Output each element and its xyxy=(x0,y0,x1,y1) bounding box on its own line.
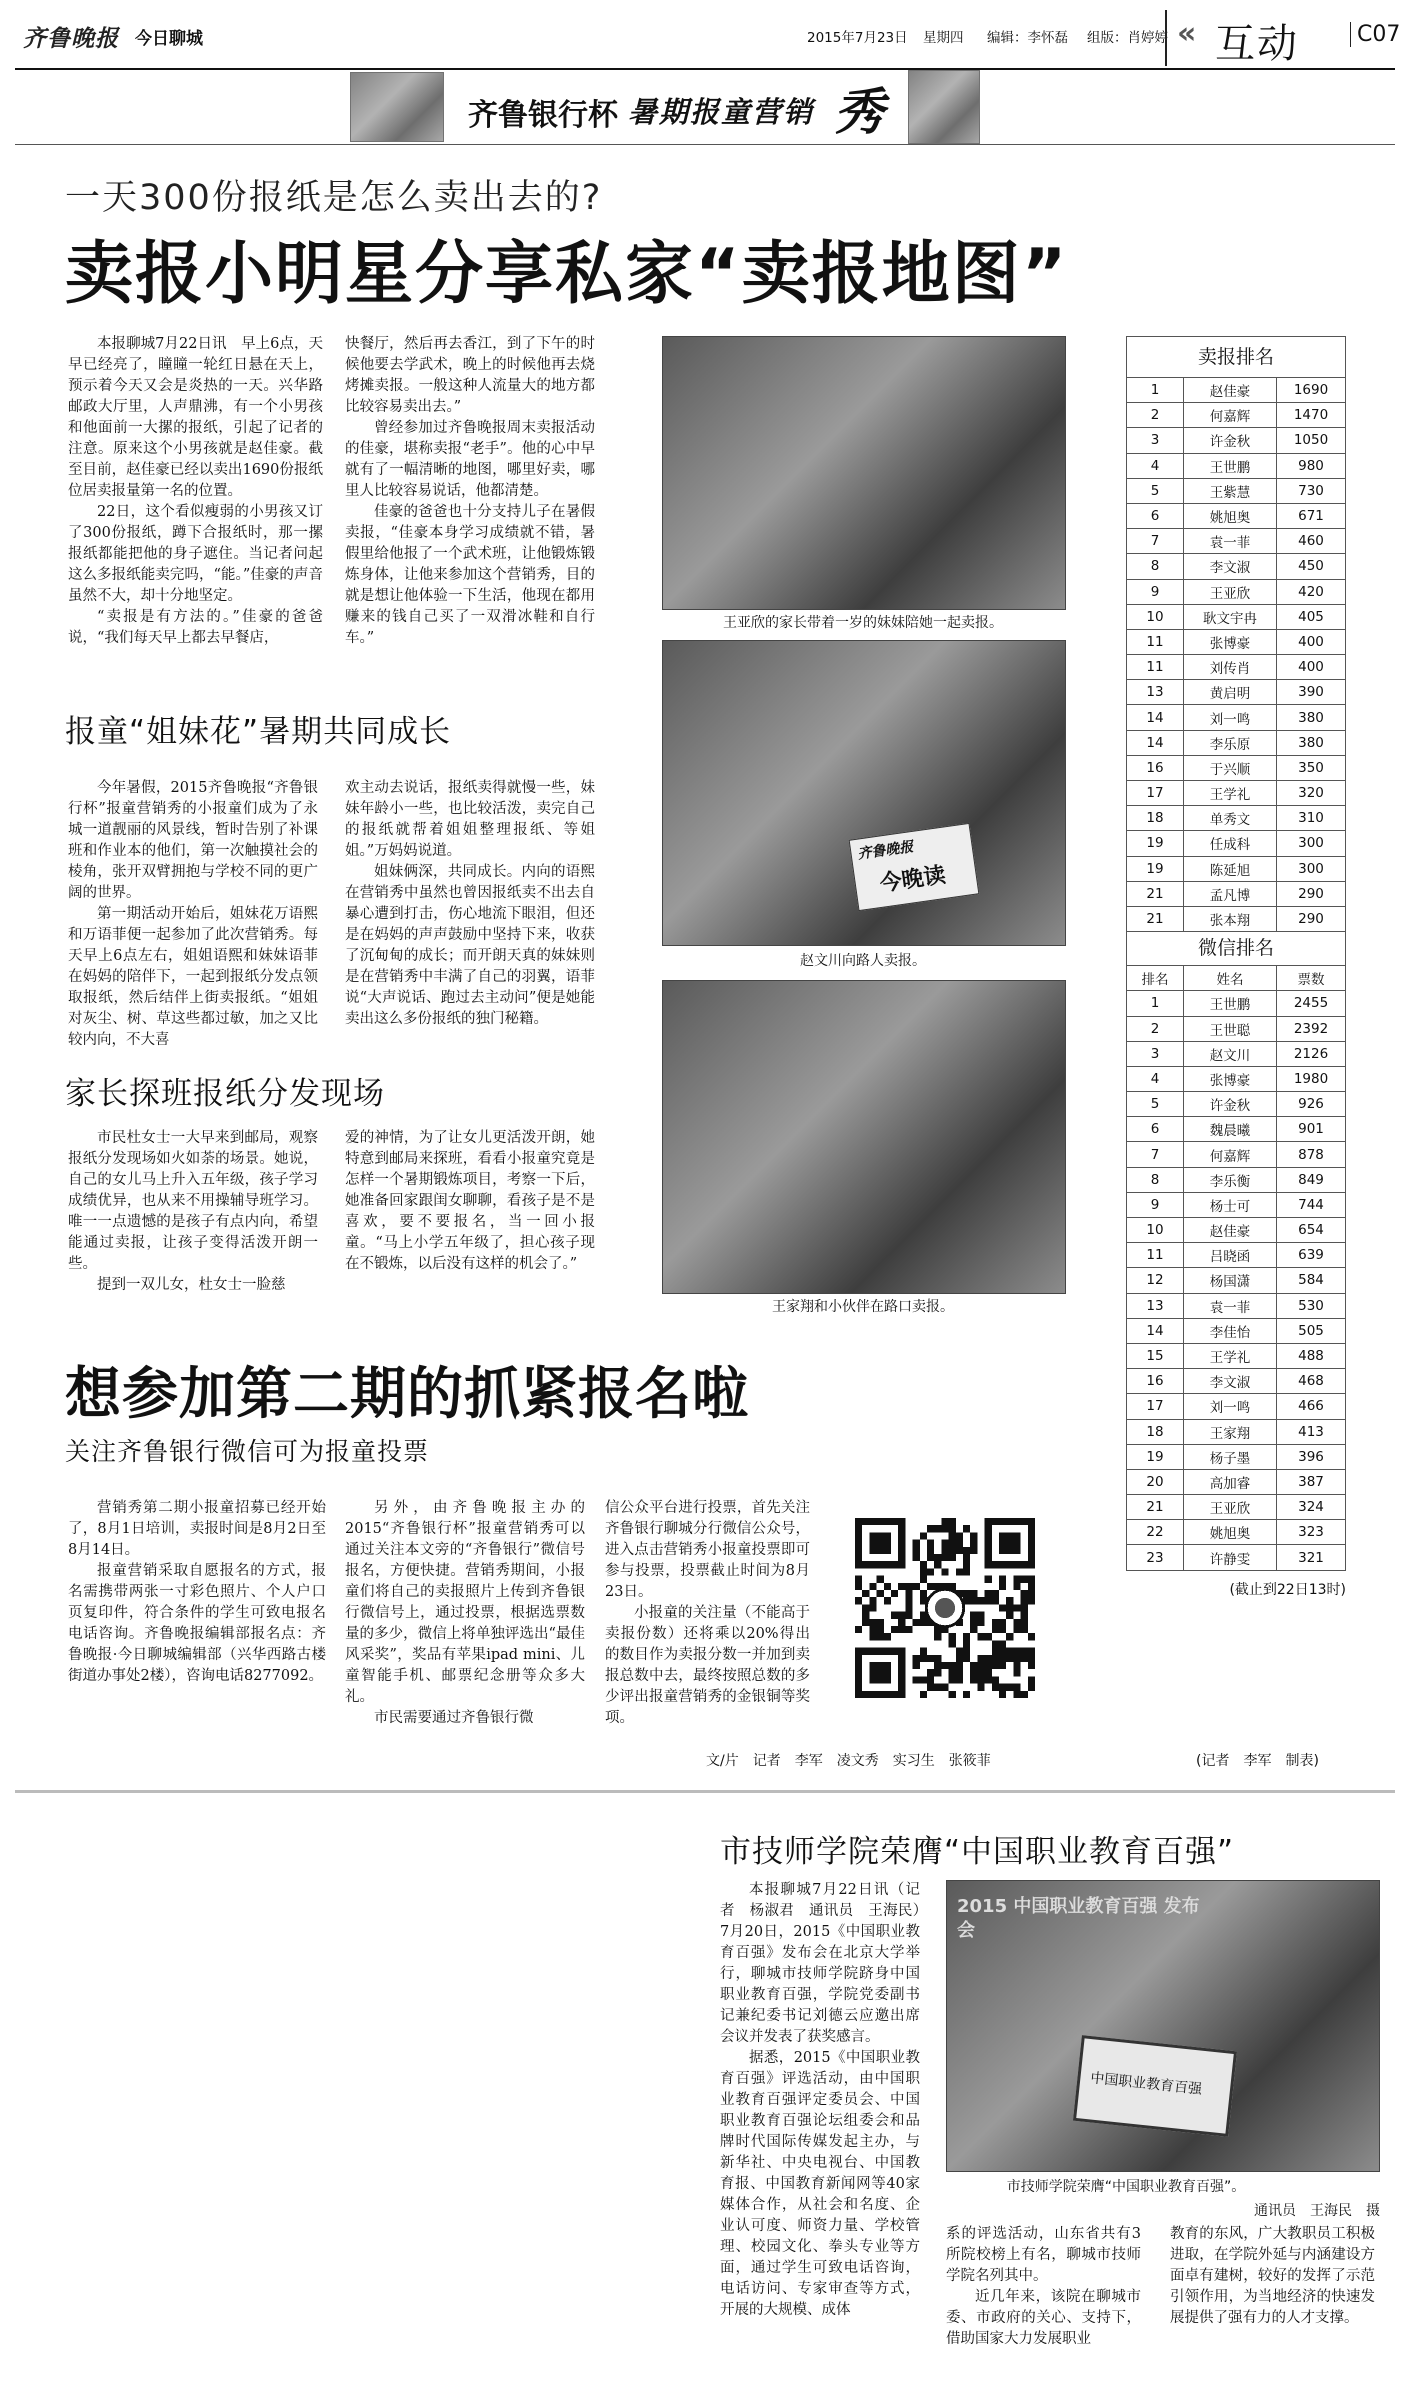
sales-name-cell: 赵佳豪 xyxy=(1184,378,1277,403)
story2-paragraph: 第一期活动开始后，姐妹花万语熙和万语菲便一起参加了此次营销秀。每天早上6点左右，姐姐语熙和妹妹语菲在妈妈的陪伴下，一起到报纸分发点领取报纸，然后结伴上街卖报纸。“姐姐对灰尘、树、草这些都过敏，加之又比较内向，不大喜 xyxy=(68,906,318,1048)
wechat-rank-cell: 16 xyxy=(1127,1369,1184,1394)
wechat-value-cell: 530 xyxy=(1277,1293,1346,1318)
story1-paragraph: 快餐厅，然后再去香江，到了下午的时候他要去学武术，晚上的时候他再去烧烤摊卖报。一般这种人流量大的地方都比较容易卖出去。” xyxy=(345,336,595,415)
sales-value-cell: 300 xyxy=(1277,856,1346,881)
banner-text-event: 暑期报童营销 xyxy=(628,95,815,129)
masthead xyxy=(15,10,1401,67)
wechat-row xyxy=(1127,1243,1346,1268)
layout-credit: 组版：肖婷婷 xyxy=(1087,30,1168,46)
wechat-value-cell: 584 xyxy=(1277,1268,1346,1293)
sales-value-cell: 350 xyxy=(1277,755,1346,780)
wechat-rank-cell: 14 xyxy=(1127,1318,1184,1343)
wechat-name-cell: 高加睿 xyxy=(1184,1469,1277,1494)
wechat-row xyxy=(1127,1016,1346,1041)
sales-row xyxy=(1127,579,1346,604)
sales-row xyxy=(1127,781,1346,806)
sales-row xyxy=(1127,403,1346,428)
sales-value-cell: 380 xyxy=(1277,730,1346,755)
wechat-name-cell: 姚旭奥 xyxy=(1184,1520,1277,1545)
wechat-name-cell: 赵文川 xyxy=(1184,1041,1277,1066)
wechat-value-cell: 926 xyxy=(1277,1092,1346,1117)
sales-row xyxy=(1127,655,1346,680)
sales-row xyxy=(1127,554,1346,579)
banner-photo-left xyxy=(350,72,444,142)
story1-paragraph: 曾经参加过齐鲁晚报周末卖报活动的佳豪，堪称卖报“老手”。他的心中早就有了一幅清晰的地图，哪里好卖，哪里人比较容易说话，他都清楚。 xyxy=(345,420,595,499)
wechat-value-cell: 2455 xyxy=(1277,991,1346,1016)
sales-value-cell: 671 xyxy=(1277,503,1346,528)
newspaper-logo: 齐鲁晚报 xyxy=(23,25,119,52)
wechat-rank-cell: 15 xyxy=(1127,1343,1184,1368)
sales-rank-cell: 13 xyxy=(1127,680,1184,705)
table-credit: (记者 李军 制表) xyxy=(1196,1753,1319,1769)
backdrop-sign: 2015 中国职业教育百强 发布会 xyxy=(957,1896,1200,1941)
sales-value-cell: 320 xyxy=(1277,781,1346,806)
sales-name-cell: 张本翔 xyxy=(1184,906,1277,931)
story5-photo-caption: 市技师学院荣膺“中国职业教育百强”。 xyxy=(1006,2179,1246,2195)
wechat-row xyxy=(1127,1369,1346,1394)
sales-name-cell: 许金秋 xyxy=(1184,428,1277,453)
wechat-name-cell: 王亚欣 xyxy=(1184,1495,1277,1520)
story4-column-1 xyxy=(68,1498,326,1687)
sales-value-cell: 460 xyxy=(1277,529,1346,554)
wechat-rank-cell: 3 xyxy=(1127,1041,1184,1066)
sales-value-cell: 980 xyxy=(1277,453,1346,478)
wechat-rank-title: 微信排名 xyxy=(1126,932,1346,965)
newspaper-prop xyxy=(849,823,980,911)
story5-column-3 xyxy=(1170,2224,1375,2329)
wechat-value-cell: 468 xyxy=(1277,1369,1346,1394)
sales-value-cell: 730 xyxy=(1277,478,1346,503)
sales-name-cell: 王世鹏 xyxy=(1184,453,1277,478)
sales-rank-cell: 14 xyxy=(1127,705,1184,730)
sales-row xyxy=(1127,831,1346,856)
story5-column-1 xyxy=(720,1880,935,2321)
wechat-name-cell: 杨子墨 xyxy=(1184,1444,1277,1469)
sales-rank-cell: 6 xyxy=(1127,503,1184,528)
wechat-row xyxy=(1127,1092,1346,1117)
prop-headline: 今晚读 xyxy=(878,862,948,897)
story4-paragraph: 报童营销采取自愿报名的方式，报名需携带两张一寸彩色照片、个人户口页复印件，符合条件的学生可致电报名电话咨询。齐鲁晚报编辑部报名点：齐鲁晚报·今日聊城编辑部（兴华西路古楼街道办事处2楼），咨询电话8277092。 xyxy=(68,1563,326,1684)
wechat-qr-code[interactable] xyxy=(855,1518,1035,1698)
wechat-name-cell: 李乐衡 xyxy=(1184,1167,1277,1192)
sales-rank-cell: 7 xyxy=(1127,529,1184,554)
editor-credit: 编辑：李怀磊 xyxy=(987,30,1068,46)
sales-rank-cell: 19 xyxy=(1127,856,1184,881)
story1-headline: 卖报小明星分享私家“卖报地图” xyxy=(65,235,1069,314)
sales-name-cell: 耿文宇冉 xyxy=(1184,604,1277,629)
sales-rank-cell: 11 xyxy=(1127,655,1184,680)
sales-rank-cell: 3 xyxy=(1127,428,1184,453)
wechat-value-cell: 2126 xyxy=(1277,1041,1346,1066)
wechat-value-cell: 505 xyxy=(1277,1318,1346,1343)
sales-rank-cell: 17 xyxy=(1127,781,1184,806)
sales-rank-title: 卖报排名 xyxy=(1126,336,1346,377)
wechat-rank-cell: 23 xyxy=(1127,1545,1184,1570)
story2-paragraph: 欢主动去说话，报纸卖得就慢一些，妹妹年龄小一些，也比较活泼，卖完自己的报纸就帮着姐姐整理报纸、等姐姐。”万妈妈说道。 xyxy=(345,780,595,859)
wechat-row xyxy=(1127,1343,1346,1368)
banner-text-show: 秀 xyxy=(834,82,884,141)
wechat-row xyxy=(1127,1066,1346,1091)
story4-column-2 xyxy=(345,1498,585,1729)
sales-value-cell: 1690 xyxy=(1277,378,1346,403)
promo-banner xyxy=(350,70,1020,142)
wechat-value-cell: 466 xyxy=(1277,1394,1346,1419)
plaque-text: 中国职业教育百强 xyxy=(1089,2070,1203,2098)
wechat-rank-cell: 4 xyxy=(1127,1066,1184,1091)
sales-row xyxy=(1127,680,1346,705)
wechat-value-cell: 901 xyxy=(1277,1117,1346,1142)
sales-row xyxy=(1127,529,1346,554)
story4-column-3 xyxy=(605,1498,810,1729)
photo-sister-selling xyxy=(662,336,1066,610)
wechat-row xyxy=(1127,1268,1346,1293)
wechat-col-header: 票数 xyxy=(1277,966,1346,991)
story2-paragraph: 姐妹俩深，共同成长。内向的语熙在营销秀中虽然也曾因报纸卖不出去自暴心遭到打击，伤心地流下眼泪，但还是在妈妈的声声鼓励中坚持下来，收获了沉甸甸的成长；而开朗天真的妹妹则是在营销秀中丰满了自己的羽翼，语菲说“大声说话、跑过去主动问”便是她能卖出这么多份报纸的独门秘籍。 xyxy=(345,864,595,1027)
wechat-value-cell: 849 xyxy=(1277,1167,1346,1192)
sales-name-cell: 袁一菲 xyxy=(1184,529,1277,554)
wechat-name-cell: 王世聪 xyxy=(1184,1016,1277,1041)
story5-paragraph: 近几年来，该院在聊城市委、市政府的关心、支持下，借助国家大力发展职业 xyxy=(946,2289,1141,2347)
wechat-value-cell: 744 xyxy=(1277,1192,1346,1217)
sales-name-cell: 孟凡博 xyxy=(1184,881,1277,906)
sales-rank-cell: 10 xyxy=(1127,604,1184,629)
wechat-row xyxy=(1127,1142,1346,1167)
wechat-row xyxy=(1127,1444,1346,1469)
wechat-rank-cell: 9 xyxy=(1127,1192,1184,1217)
story2-column-2 xyxy=(345,778,595,1030)
story1-column-2 xyxy=(345,334,595,649)
wechat-row xyxy=(1127,1495,1346,1520)
sales-row xyxy=(1127,906,1346,931)
wechat-name-cell: 吕晓函 xyxy=(1184,1243,1277,1268)
wechat-row xyxy=(1127,1041,1346,1066)
sales-name-cell: 姚旭奥 xyxy=(1184,503,1277,528)
story2-headline: 报童“姐妹花”暑期共同成长 xyxy=(65,714,452,750)
sales-value-cell: 405 xyxy=(1277,604,1346,629)
sales-name-cell: 王紫慧 xyxy=(1184,478,1277,503)
story5-paragraph: 系的评选活动，山东省共有3所院校榜上有名，聊城市技师学院名列其中。 xyxy=(946,2226,1141,2284)
qr-code-icon xyxy=(855,1518,1035,1698)
story5-headline: 市技师学院荣膺“中国职业教育百强” xyxy=(720,1834,1235,1870)
story3-paragraph: 提到一双儿女，杜女士一脸慈 xyxy=(97,1277,286,1293)
wechat-value-cell: 323 xyxy=(1277,1520,1346,1545)
wechat-row xyxy=(1127,1419,1346,1444)
chevron-left-icon: « xyxy=(1177,16,1197,51)
wechat-value-cell: 878 xyxy=(1277,1142,1346,1167)
wechat-name-cell: 袁一菲 xyxy=(1184,1293,1277,1318)
wechat-row xyxy=(1127,1192,1346,1217)
sales-value-cell: 420 xyxy=(1277,579,1346,604)
wechat-rank-cell: 21 xyxy=(1127,1495,1184,1520)
wechat-name-cell: 杨国潇 xyxy=(1184,1268,1277,1293)
story4-subhead: 关注齐鲁银行微信可为报童投票 xyxy=(65,1437,430,1466)
wechat-rank-cell: 5 xyxy=(1127,1092,1184,1117)
wechat-row xyxy=(1127,1218,1346,1243)
sales-value-cell: 400 xyxy=(1277,629,1346,654)
wechat-rank-cell: 8 xyxy=(1127,1167,1184,1192)
wechat-rank-cell: 11 xyxy=(1127,1243,1184,1268)
story3-column-2 xyxy=(345,1128,595,1275)
sales-rank-panel xyxy=(1126,336,1346,1599)
story5-paragraph: 据悉，2015《中国职业教育百强》评选活动，由中国职业教育百强评定委员会、中国职业教育百强论坛组委会和品牌时代国际传媒发起主办，与新华社、中央电视台、中国教育报、中国教育新闻网等40家媒体合作，从社会和名度、企业认可度、师资力量、学校管理、校园文化、拳头专业等方面，通过学生可致电话咨询，电话访问、专家审查等方式，开展的大规模、成体 xyxy=(720,2050,920,2318)
wechat-rank-cell: 2 xyxy=(1127,1016,1184,1041)
wechat-value-cell: 1980 xyxy=(1277,1066,1346,1091)
sales-name-cell: 刘传肖 xyxy=(1184,655,1277,680)
wechat-name-cell: 王家翔 xyxy=(1184,1419,1277,1444)
wechat-rank-cell: 6 xyxy=(1127,1117,1184,1142)
sales-name-cell: 于兴顺 xyxy=(1184,755,1277,780)
wechat-rank-cell: 19 xyxy=(1127,1444,1184,1469)
wechat-rank-cell: 13 xyxy=(1127,1293,1184,1318)
story1-paragraph: 22日，这个看似瘦弱的小男孩又订了300份报纸，蹲下合报纸时，那一摞报纸都能把他的身子遮住。当记者问起这么多报纸能卖完吗，“能。”佳豪的声音虽然不大，却十分地坚定。 xyxy=(68,504,323,604)
story5-photo-credit: 通讯员 王海民 摄 xyxy=(1254,2203,1380,2219)
prop-logo: 齐鲁晚报 xyxy=(856,838,915,863)
story1-paragraph: “卖报是有方法的。”佳豪的爸爸说，“我们每天早上都去早餐店， xyxy=(68,609,323,646)
wechat-row xyxy=(1127,1117,1346,1142)
story4-headline: 想参加第二期的抓紧报名啦 xyxy=(65,1362,749,1427)
sales-rank-cell: 2 xyxy=(1127,403,1184,428)
sales-name-cell: 任成科 xyxy=(1184,831,1277,856)
banner-text-sponsor: 齐鲁银行杯 xyxy=(468,98,618,133)
sales-value-cell: 290 xyxy=(1277,881,1346,906)
story3-headline: 家长探班报纸分发现场 xyxy=(65,1076,385,1112)
rank-deadline-note: (截止到22日13时) xyxy=(1229,1581,1346,1598)
story4-paragraph: 营销秀第二期小报童招募已经开始了，8月1日培训，卖报时间是8月2日至8月14日。 xyxy=(68,1500,326,1558)
wechat-value-cell: 321 xyxy=(1277,1545,1346,1570)
column-tab xyxy=(1165,10,1347,66)
sales-rank-cell: 21 xyxy=(1127,906,1184,931)
sales-name-cell: 陈延旭 xyxy=(1184,856,1277,881)
sales-row xyxy=(1127,881,1346,906)
wechat-name-cell: 王学礼 xyxy=(1184,1343,1277,1368)
wechat-rank-table xyxy=(1126,965,1346,1571)
wechat-rank-cell: 12 xyxy=(1127,1268,1184,1293)
sales-rank-cell: 11 xyxy=(1127,629,1184,654)
story1-paragraph: 佳豪的爸爸也十分支持儿子在暑假卖报，“佳豪本身学习成绩就不错，暑假里给他报了一个武术班，让他锻炼锻炼身体，让他来参加这个营销秀，目的就是想让他体验一下生活，他现在都用赚来的钱自己买了一双滑冰鞋和自行车。” xyxy=(345,504,595,646)
section-divider xyxy=(15,1790,1395,1793)
story4-byline: 文/片 记者 李军 凌文秀 实习生 张筱菲 xyxy=(706,1753,991,1769)
sales-name-cell: 李乐原 xyxy=(1184,730,1277,755)
wechat-value-cell: 387 xyxy=(1277,1469,1346,1494)
story1-paragraph: 本报聊城7月22日讯 早上6点，天早已经亮了，瞳瞳一轮红日悬在天上，预示着今天又会是炎热的一天。兴华路邮政大厅里，人声鼎沸，有一个小男孩和他面前一大摞的报纸，引起了记者的注意。原来这个小男孩就是赵佳豪。截至目前，赵佳豪已经以卖出1690份报纸位居卖报量第一名的位置。 xyxy=(68,336,323,499)
wechat-row xyxy=(1127,1167,1346,1192)
wechat-name-cell: 许金秋 xyxy=(1184,1092,1277,1117)
sales-rank-cell: 18 xyxy=(1127,806,1184,831)
story3-column-1 xyxy=(68,1128,318,1296)
story4-paragraph: 信公众平台进行投票，首先关注齐鲁银行聊城分行微信公众号，进入点击营销秀小报童投票即可参与投票，投票截止时间为8月23日。 xyxy=(605,1500,810,1600)
sales-name-cell: 王学礼 xyxy=(1184,781,1277,806)
sales-name-cell: 黄启明 xyxy=(1184,680,1277,705)
sales-row xyxy=(1127,629,1346,654)
sales-value-cell: 290 xyxy=(1277,906,1346,931)
wechat-value-cell: 324 xyxy=(1277,1495,1346,1520)
wechat-rank-cell: 22 xyxy=(1127,1520,1184,1545)
sales-value-cell: 1050 xyxy=(1277,428,1346,453)
wechat-col-header: 姓名 xyxy=(1184,966,1277,991)
wechat-row xyxy=(1127,1293,1346,1318)
sales-name-cell: 李文淑 xyxy=(1184,554,1277,579)
wechat-rank-cell: 18 xyxy=(1127,1419,1184,1444)
wechat-name-cell: 李文淑 xyxy=(1184,1369,1277,1394)
wechat-rank-cell: 1 xyxy=(1127,991,1184,1016)
photo-two-boys xyxy=(662,980,1066,1294)
story3-paragraph: 爱的神情，为了让女儿更活泼开朗，她特意到邮局来探班，看看小报童究竟是怎样一个暑期锻炼项目，考察一下后，她准备回家跟闺女聊聊，看孩子是不是喜欢，要不要报名，当一回小报童。“马上小学五年级了，担心孩子现在不锻炼，以后没有这样的机会了。” xyxy=(345,1130,595,1272)
wechat-row xyxy=(1127,1318,1346,1343)
story2-column-1 xyxy=(68,778,318,1051)
story2-paragraph: 今年暑假，2015齐鲁晚报“齐鲁银行杯”报童营销秀的小报童们成为了永城一道靓丽的风景线，暂时告别了补课班和作业本的他们，第一次触摸社会的棱角，张开双臂拥抱与学校不同的更广阔的世界。 xyxy=(68,780,318,901)
wechat-name-cell: 王世鹏 xyxy=(1184,991,1277,1016)
wechat-name-cell: 张博豪 xyxy=(1184,1066,1277,1091)
wechat-rank-cell: 20 xyxy=(1127,1469,1184,1494)
sales-rank-cell: 16 xyxy=(1127,755,1184,780)
wechat-value-cell: 639 xyxy=(1277,1243,1346,1268)
sales-row xyxy=(1127,378,1346,403)
sales-value-cell: 450 xyxy=(1277,554,1346,579)
story3-paragraph: 市民杜女士一大早来到邮局，观察报纸分发现场如火如荼的场景。她说，自己的女儿马上升入五年级，孩子学习成绩优异，也从来不用操辅导班学习。唯一一点遗憾的是孩子有点内向，希望能通过卖报，让孩子变得活泼开朗一些。 xyxy=(68,1130,318,1272)
issue-date: 2015年7月23日 xyxy=(807,30,908,46)
wechat-col-header: 排名 xyxy=(1127,966,1184,991)
sales-row xyxy=(1127,428,1346,453)
sales-row xyxy=(1127,478,1346,503)
wechat-value-cell: 654 xyxy=(1277,1218,1346,1243)
sales-value-cell: 400 xyxy=(1277,655,1346,680)
sales-name-cell: 刘一鸣 xyxy=(1184,705,1277,730)
wechat-row xyxy=(1127,1520,1346,1545)
sales-name-cell: 何嘉辉 xyxy=(1184,403,1277,428)
wechat-value-cell: 2392 xyxy=(1277,1016,1346,1041)
wechat-name-cell: 杨士可 xyxy=(1184,1192,1277,1217)
wechat-row xyxy=(1127,1545,1346,1570)
wechat-name-cell: 刘一鸣 xyxy=(1184,1394,1277,1419)
wechat-value-cell: 488 xyxy=(1277,1343,1346,1368)
wechat-value-cell: 396 xyxy=(1277,1444,1346,1469)
story4-paragraph: 小报童的关注量（不能高于卖报份数）还将乘以20%得出的数目作为卖报分数一并加到卖报总数中去，最终按照总数的多少评出报童营销秀的金银铜等奖项。 xyxy=(605,1605,810,1726)
banner-rule xyxy=(15,144,1395,145)
wechat-rank-cell: 7 xyxy=(1127,1142,1184,1167)
sales-row xyxy=(1127,604,1346,629)
sales-rank-cell: 8 xyxy=(1127,554,1184,579)
sales-row xyxy=(1127,806,1346,831)
sales-name-cell: 张博豪 xyxy=(1184,629,1277,654)
story4-paragraph: 市民需要通过齐鲁银行微 xyxy=(374,1710,534,1726)
sales-row xyxy=(1127,705,1346,730)
wechat-rank-cell: 17 xyxy=(1127,1394,1184,1419)
sales-value-cell: 1470 xyxy=(1277,403,1346,428)
sales-rank-cell: 5 xyxy=(1127,478,1184,503)
sales-rank-table xyxy=(1126,377,1346,932)
sales-row xyxy=(1127,856,1346,881)
sales-rank-cell: 4 xyxy=(1127,453,1184,478)
wechat-name-cell: 魏晨曦 xyxy=(1184,1117,1277,1142)
sales-value-cell: 300 xyxy=(1277,831,1346,856)
wechat-name-cell: 许静雯 xyxy=(1184,1545,1277,1570)
story4-paragraph: 另外，由齐鲁晚报主办的2015“齐鲁银行杯”报童营销秀可以通过关注本文旁的“齐鲁银行”微信号报名，方便快捷。营销秀期间，小报童们将自己的卖报照片上传到齐鲁银行微信号上，通过投票，根据选票数量的多少，微信上将单独评选出“最佳风采奖”，奖品有苹果ipad mini、儿童智能手机、邮票纪念册等众多大礼。 xyxy=(345,1500,585,1705)
issue-weekday: 星期四 xyxy=(923,30,964,46)
sales-name-cell: 单秀文 xyxy=(1184,806,1277,831)
wechat-name-cell: 赵佳豪 xyxy=(1184,1218,1277,1243)
photo-caption: 王亚欣的家长带着一岁的妹妹陪她一起卖报。 xyxy=(723,615,1003,631)
wechat-row xyxy=(1127,991,1346,1016)
story5-paragraph: 教育的东风，广大教职员工积极进取，在学院外延与内涵建设方面卓有建树，较好的发挥了示范引领作用，为当地经济的快速发展提供了强有力的人才支撑。 xyxy=(1170,2226,1375,2326)
wechat-name-cell: 何嘉辉 xyxy=(1184,1142,1277,1167)
sales-row xyxy=(1127,730,1346,755)
photo-award-ceremony xyxy=(946,1880,1380,2172)
wechat-value-cell: 413 xyxy=(1277,1419,1346,1444)
sales-row xyxy=(1127,755,1346,780)
wechat-row xyxy=(1127,1469,1346,1494)
story5-paragraph: 本报聊城7月22日讯（记者 杨淑君 通讯员 王海民） 7月20日，2015《中国职业教育百强》发布会在北京大学举行，聊城市技师学院跻身中国职业教育百强，学院党委副书记兼纪委书记刘德云应邀出席会议并发表了获奖感言。 xyxy=(720,1882,935,2045)
wechat-rank-cell: 10 xyxy=(1127,1218,1184,1243)
sales-rank-cell: 14 xyxy=(1127,730,1184,755)
story1-column-1 xyxy=(68,334,323,649)
wechat-row xyxy=(1127,1394,1346,1419)
sales-name-cell: 王亚欣 xyxy=(1184,579,1277,604)
section-name: 今日聊城 xyxy=(135,29,203,49)
sales-rank-cell: 1 xyxy=(1127,378,1184,403)
column-name: 互动 xyxy=(1215,21,1299,67)
sales-row xyxy=(1127,503,1346,528)
page-number: C07 xyxy=(1350,22,1400,47)
sales-rank-cell: 19 xyxy=(1127,831,1184,856)
sales-rank-cell: 21 xyxy=(1127,881,1184,906)
wechat-name-cell: 李佳怡 xyxy=(1184,1318,1277,1343)
banner-photo-right xyxy=(908,70,980,144)
photo-caption: 赵文川向路人卖报。 xyxy=(800,953,926,969)
sales-rank-cell: 9 xyxy=(1127,579,1184,604)
photo-boy-selling xyxy=(662,640,1066,946)
sales-value-cell: 380 xyxy=(1277,705,1346,730)
sales-value-cell: 390 xyxy=(1277,680,1346,705)
award-plaque xyxy=(1073,2035,1237,2137)
sales-row xyxy=(1127,453,1346,478)
story1-kicker: 一天300份报纸是怎么卖出去的? xyxy=(65,178,603,218)
photo-caption: 王家翔和小伙伴在路口卖报。 xyxy=(772,1299,954,1315)
sales-value-cell: 310 xyxy=(1277,806,1346,831)
story5-column-2 xyxy=(946,2224,1141,2350)
